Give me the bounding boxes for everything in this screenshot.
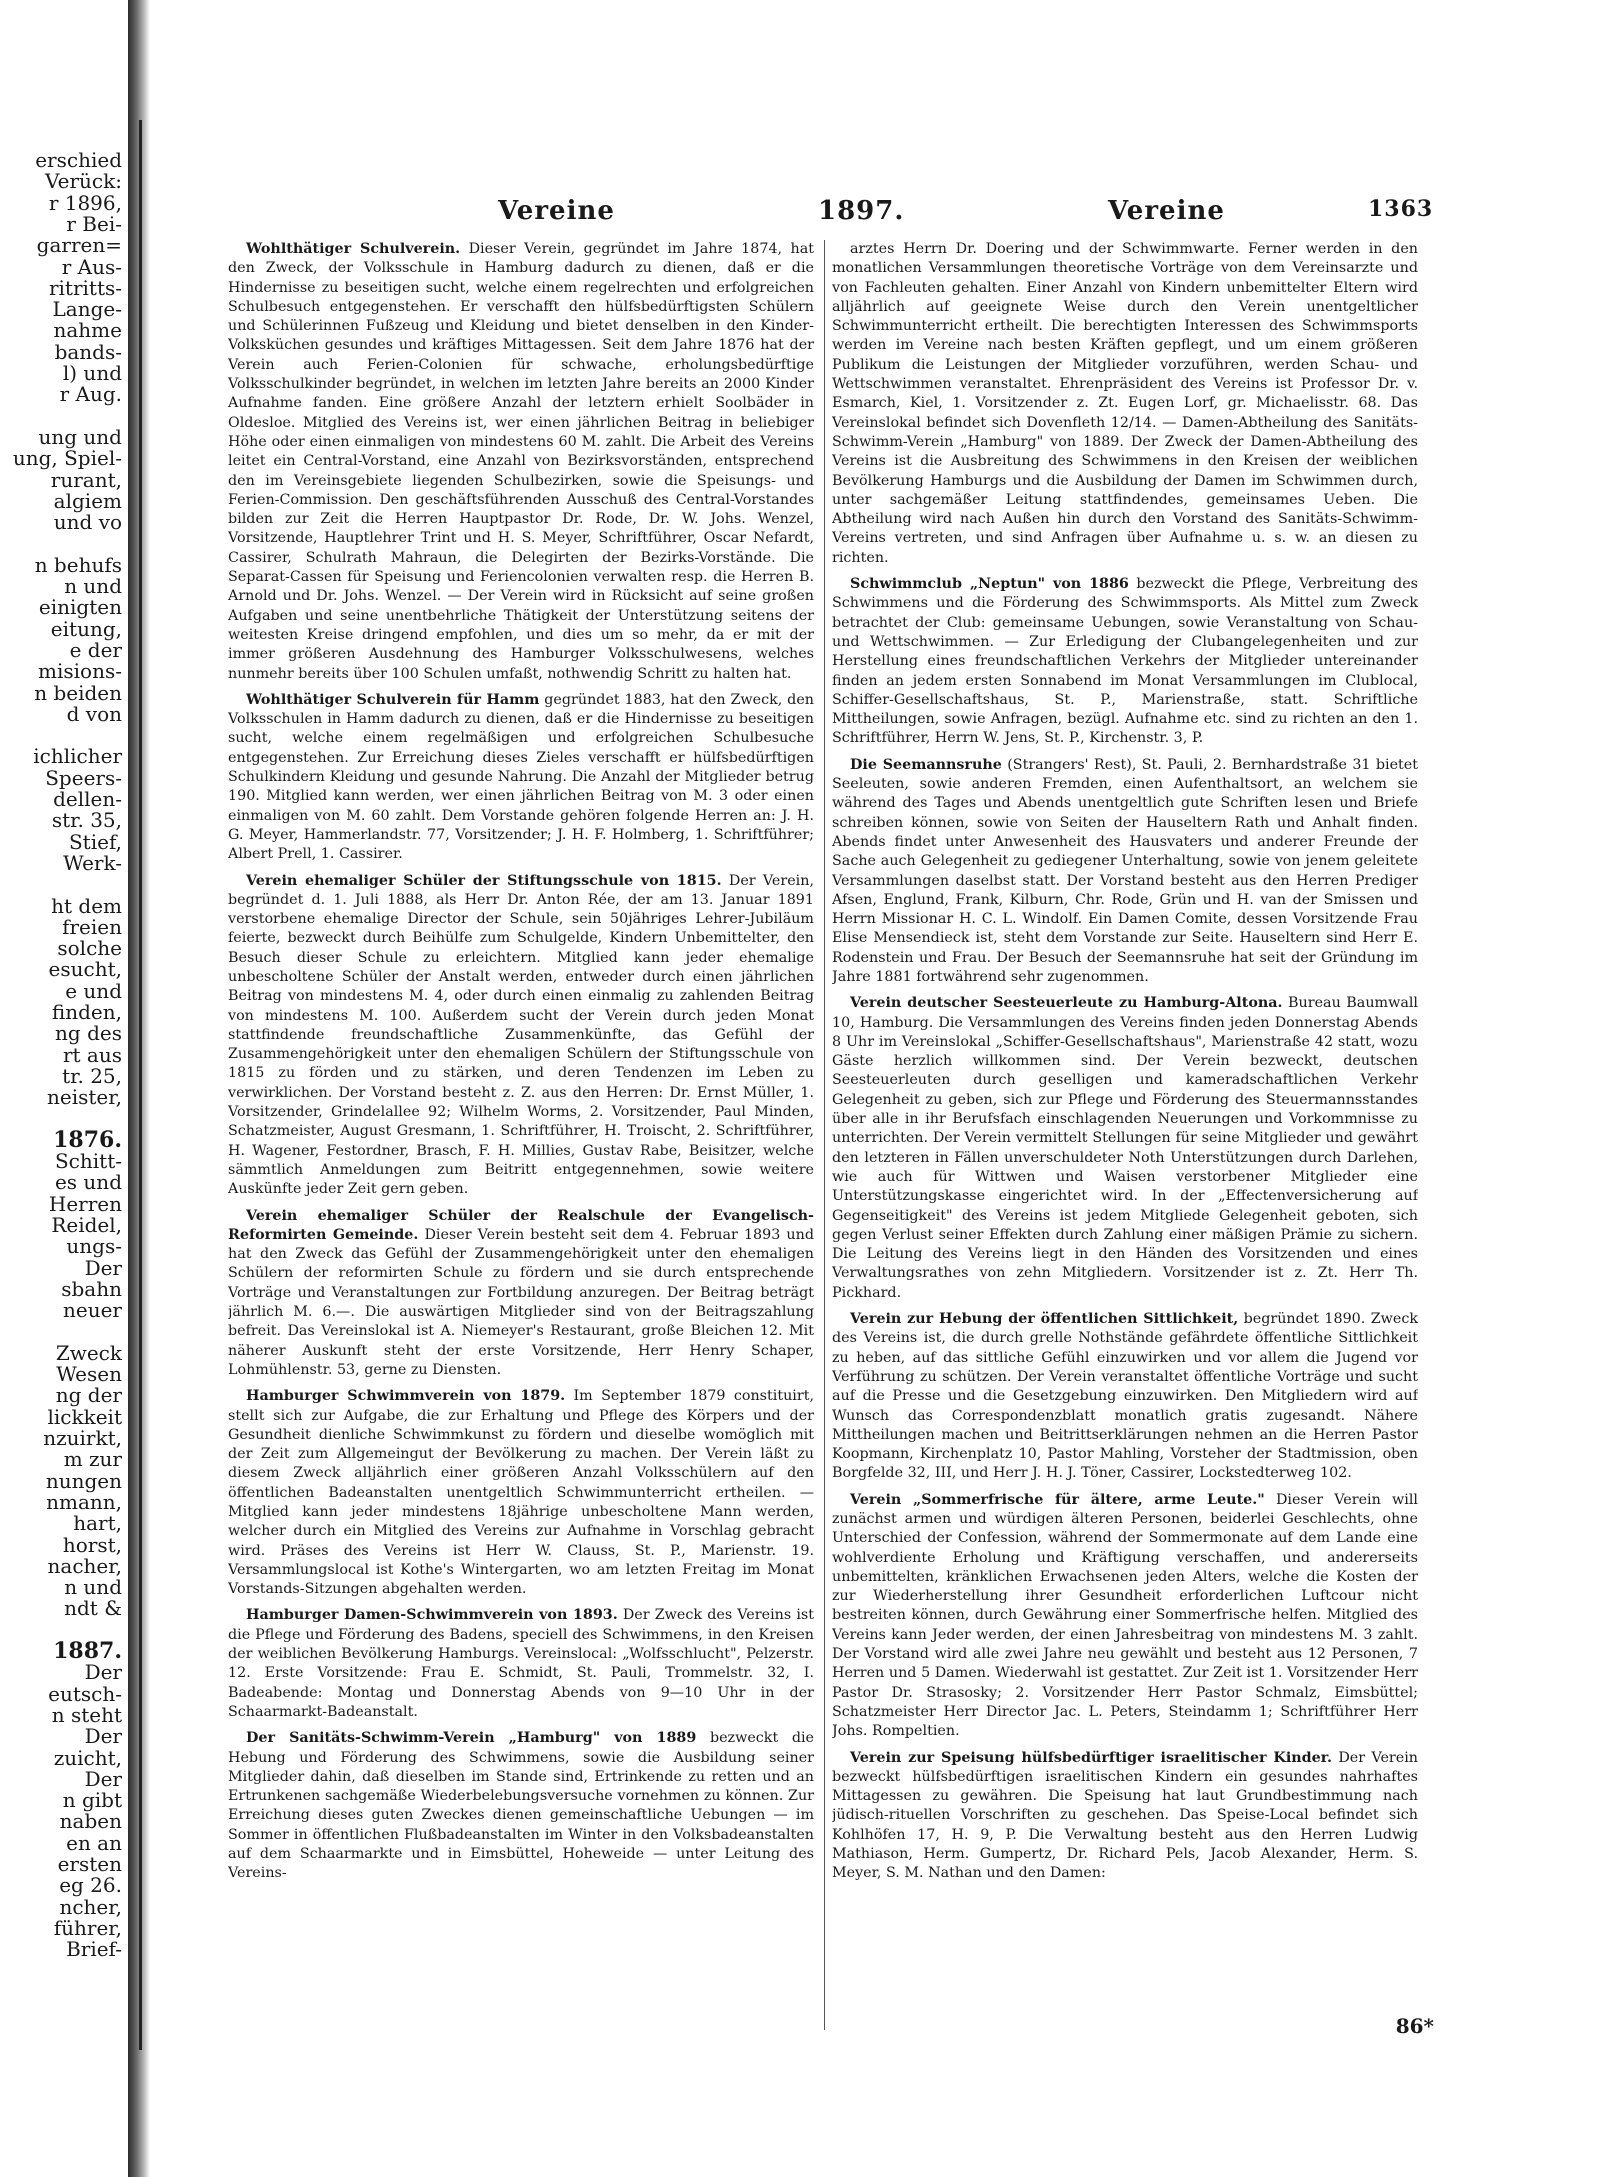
entry-title: Hamburger Damen-Schwimmverein von 1893. bbox=[246, 1607, 618, 1624]
margin-fragment: Der bbox=[84, 1766, 122, 1791]
margin-fragment: ungs- bbox=[66, 1234, 122, 1259]
margin-fragment: Der bbox=[84, 1724, 122, 1749]
association-entry bbox=[832, 575, 1418, 749]
margin-fragment: lickkeit bbox=[47, 1404, 122, 1429]
entry-title: Verein zur Speisung hülfsbedürftiger israelitischer Kinder. bbox=[850, 1749, 1332, 1766]
entry-body: Der Zweck des Vereins ist die Pflege und Förderung des Badens, speciell des Schwimmens, in den Kreisen der weiblichen Bevölkerung Hamburgs. Vereinslocal: „Wolfsschlucht", Pelzerstr. 12. Erste Vorsitzende: Frau E. Schmidt, St. Pauli, Trommelstr. 32, I. Badeabende: Montag und Donnerstag Abends von 9—10 Uhr in der Schaarmarkt-Badeanstalt. bbox=[228, 1607, 814, 1720]
margin-fragment: e der bbox=[69, 637, 122, 662]
entry-body: bezweckt die Hebung und Förderung des Schwimmens, sowie die Ausbildung seiner Mitglieder dahin, daß dieselben im Stande sind, Ertrinkende zu retten und an Ertrunkenen sachgemäße Wiederbelebungsversuche vornehmen zu können. Zur Erreichung dieses guten Zweckes dienen gemeinschaftliche Uebungen — im Sommer in öffentlichen Flußbadeanstalten im Winter in den Volksbadeanstalten auf dem Schaarmarkte und in Eimsbüttel, Hoheweide — unter Leitung des Vereins- bbox=[228, 1730, 814, 1882]
margin-fragment: Schitt- bbox=[54, 1149, 122, 1174]
entry-body: (Strangers' Rest), St. Pauli, 2. Bernhardstraße 31 bietet Seeleuten, sowie anderen Fremden, einen Aufenthaltsort, an welchem sie während des Tages und Abends unentgeltlich gute Schriften lesen und Briefe schreiben können, sowie von Seiten der Hauseltern Rath und Anhalt finden. Abends findet unter Anwesenheit des Hausvaters und anderer Freunde der Sache auch Gelegenheit zu gediegener Unterhaltung, sowie von jenem geleitete Versammlungen daselbst statt. Der Vorstand besteht aus den Herren Prediger Afsen, Englund, Frank, Kilburn, Chr. Rode, Grün und H. van der Smissen und Herrn Missionar H. C. L. Windolf. Ein Damen Comite, dessen Vorsitzende Frau Elise Mensendieck ist, steht dem Vorstande zur Seite. Hauseltern sind Herr E. Rodenstein und Frau. Der Besuch der Seemannsruhe hat seit der Gründung im Jahre 1881 fortwährend sehr zugenommen. bbox=[832, 756, 1418, 985]
association-entry bbox=[228, 1606, 814, 1722]
margin-fragment: nzuirkt, bbox=[43, 1426, 122, 1450]
entry-body: Der Verein bezweckt hülfsbedürftigen israelitischen Kindern ein gesundes nahrhaftes Mittagessen zu gewähren. Die Speisung hat laut Grundbestimmung nach jüdisch-rituellen Vorschriften zu geschehen. Das Speise-Local befindet sich Kohlhöfen 17, H. 9, P. Die Verwaltung besteht aus den Herren Ludwig Mathiason, Herm. Gumpertz, Dr. Richard Pels, Jacob Alexander, Herm. S. Meyer, S. M. Nathan und den Damen: bbox=[832, 1749, 1418, 1882]
header-right-title: Vereine bbox=[1108, 196, 1225, 226]
entry-body: Bureau Baumwall 10, Hamburg. Die Versammlungen des Vereins finden jeden Donnerstag Abends 8 Uhr im Vereinslokal „Schiffer-Gesellschaftshaus", Marienstraße 42 statt, wozu Gäste herzlich willkommen sind. Der Verein bezweckt, deutschen Seesteuerleuten durch geselligen und kameradschaftlichen Verkehr Gelegenheit zu geben, sich zur Pflege und Förderung des Steuermannsstandes über alle in ihr Berufsfach einschlagenden Neuerungen und Vorkommnisse zu unterrichten. Der Verein vermittelt Stellungen für seine Mitglieder und gewährt den letzteren in Fällen unverschuldeter Noth Unterstützungen durch Darlehen, wie auch für Wittwen und Waisen verstorbener Mitglieder eine Unterstützungskasse eingerichtet wird. In der „Effectenversicherung auf Gegenseitigkeit" des Vereins ist jedem Mitgliede Gelegenheit geboten, sich gegen Verlust seiner Effekten durch Zahlung einer mäßigen Prämie zu sichern. Die Leitung des Vereins liegt in den Händen des Vorsitzenden und eines Verwaltungsrathes von zehn Mitgliedern. Vorsitzender ist z. Zt. Herr Th. Pickhard. bbox=[832, 995, 1418, 1301]
running-header bbox=[228, 196, 1444, 230]
association-entry bbox=[228, 872, 814, 1200]
margin-fragment: erschied bbox=[35, 150, 122, 172]
page-number: 1363 bbox=[1368, 196, 1434, 222]
margin-fragment: naben bbox=[59, 1809, 122, 1834]
margin-fragment: Herren bbox=[48, 1191, 122, 1216]
entry-title: Wohlthätiger Schulverein. bbox=[246, 241, 461, 257]
margin-fragment: algiem bbox=[53, 488, 122, 513]
margin-fragment: esucht, bbox=[48, 957, 122, 982]
margin-fragment: Speers- bbox=[45, 765, 122, 790]
margin-fragment: ung und bbox=[38, 424, 122, 449]
margin-fragment: Verück: bbox=[45, 169, 122, 194]
margin-fragment: ng der bbox=[55, 1383, 122, 1408]
entry-title: Verein ehemaliger Schüler der Stiftungsschule von 1815. bbox=[246, 872, 722, 889]
margin-fragment: einigten bbox=[38, 595, 122, 620]
margin-fragment: nmann, bbox=[46, 1489, 122, 1514]
entry-body: Der Verein, begründet d. 1. Juli 1888, als Herr Dr. Anton Rée, der am 13. Januar 1891 verstorbene ehemalige Director der Schule, sein 50jähriges Lehrer-Jubiläum feierte, bezweckt durch Beihülfe zum Schulgelde, Kindern Unbemittelter, den Besuch dieser Schule zu erleichtern. Mitglied kann jeder ehemalige unbescholtene Schüler der Anstalt werden, entweder durch einen jährlichen Beitrag von mindestens M. 4, oder durch einen einmalig zu zahlenden Beitrag von mindestens M. 100. Außerdem sucht der Verein durch jeden Monat stattfindende freundschaftliche Zusammenkünfte, das Gefühl der Zusammengehörigkeit unter den ehemaligen Schülern der Stiftungsschule von 1815 zu förden und zu stärken, und deren Tendenzen im Leben zu verwirklichen. Der Vorstand besteht z. Z. aus den Herren: Dr. Ernst Müller, 1. Vorsitzender, Grindelallee 92; Wilhelm Worms, 2. Vorsitzender, Paul Minden, Schatzmeister, August Gresmann, 1. Schriftführer, H. Troischt, 2. Schriftführer, H. Wagener, Festordner, Brasch, F. H. Millies, Gustav Rabe, Beisitzer, welche sämmtlich Anmeldungen zum Beitritt entgegennehmen, sowie weitere Auskünfte jeder Zeit gern geben. bbox=[228, 872, 814, 1198]
header-left-title: Vereine bbox=[498, 196, 615, 226]
margin-fragment: führer, bbox=[53, 1915, 122, 1940]
margin-fragment: Stief, bbox=[68, 829, 122, 854]
margin-fragment: Lange- bbox=[52, 297, 122, 322]
margin-fragment: eg 26. bbox=[59, 1873, 122, 1898]
margin-fragment: n beiden bbox=[34, 680, 122, 705]
entry-title: Schwimmclub „Neptun" von 1886 bbox=[850, 576, 1129, 593]
margin-fragment: n und bbox=[64, 1575, 122, 1600]
margin-fragment: ersten bbox=[57, 1852, 122, 1876]
margin-fragment: eutsch- bbox=[48, 1681, 122, 1706]
margin-fragment: 1887. bbox=[53, 1638, 122, 1664]
header-year: 1897. bbox=[818, 196, 905, 226]
margin-fragment: hart, bbox=[73, 1511, 122, 1536]
margin-fragment: tr. 25, bbox=[62, 1063, 122, 1088]
entry-title: Verein zur Hebung der öffentlichen Sittlichkeit, bbox=[850, 1311, 1239, 1328]
margin-fragment: l) und bbox=[62, 361, 122, 385]
margin-fragment: neuer bbox=[63, 1298, 122, 1323]
left-column bbox=[228, 240, 814, 2030]
association-entry bbox=[832, 756, 1418, 988]
association-entry bbox=[832, 1491, 1418, 1742]
margin-fragment: n behufs bbox=[34, 552, 122, 577]
margin-fragment: Wesen bbox=[56, 1362, 122, 1387]
entry-body: Im September 1879 constituirt, stellt sich zur Aufgabe, die zur Erhaltung und Pflege des Körpers und der Gesundheit dienliche Schwimmkunst zu fördern und dieselbe womöglich mit der Zeit zum Allgemeingut der Bevölkerung zu machen. Der Verein läßt zu diesem Zweck alljährlich einer größeren Anzahl Volksschülern auf den öffentlichen Badeanstalten unentgeltlich Schwimmunterricht ertheilen. — Mitglied kann jeder mindestens 18jährige unbescholtene Mann werden, welcher durch ein Mitglied des Vereins zur Aufnahme in Vorschlag gebracht wird. Präses des Vereins ist Herr W. Clauss, St. P., Marienstr. 19. Versammlungslocal ist Kothe's Wintergarten, wo am letzten Freitag im Monat Vorstands-Sitzungen abgehalten werden. bbox=[228, 1388, 814, 1598]
margin-fragment: ncher, bbox=[59, 1894, 122, 1919]
margin-fragment: horst, bbox=[62, 1532, 122, 1557]
entry-body: bezweckt die Pflege, Verbreitung des Schwimmens und die Förderung des Schwimmsports. Als Mittel zum Zweck betrachtet der Club: gemeinsame Uebungen, sowie Veranstaltung von Schau- und Wettschwimmen. — Zur Erledigung der Clubangelegenheiten und zur Herstellung eines freundschaftlichen Verkehrs der Mitglieder untereinander finden an jedem ersten Sonnabend im Monat Versammlungen im Clublocal, Schiffer-Gesellschaftshaus, St. P., Marienstraße, statt. Schriftliche Mittheilungen, sowie Anfragen, bezügl. Aufnahme etc. sind zu richten an den 1. Schriftführer, Herrn W. Jens, St. P., Kirchenstr. 3, P. bbox=[832, 576, 1418, 747]
margin-fragment: und vo bbox=[53, 510, 122, 535]
margin-fragment: m zur bbox=[63, 1447, 122, 1472]
entry-body: arztes Herrn Dr. Doering und der Schwimmwarte. Ferner werden in den monatlichen Versammlungen theoretische Vorträge von dem Vereinsarzte und von Fachleuten gehalten. Einer Anzahl von Kindern unbemittelter Eltern wird alljährlich auf geeignete Weise durch den Verein unentgeltlicher Schwimmunterricht ertheilt. Die berechtigten Interessen des Schwimmsports werden im Vereine nach besten Kräften gepflegt, und um einem größeren Publikum die Leistungen der Mitglieder vorzuführen, werden Schau- und Wettschwimmen veranstaltet. Ehrenpräsident des Vereins ist Professor Dr. v. Esmarch, Kiel, 1. Vorsitzender z. Zt. Eugen Lorf, gr. Michaelisstr. 68. Das Vereinslokal befindet sich Dovenfleth 12/14. — Damen-Abtheilung des Sanitäts-Schwimm-Verein „Hamburg" von 1889. Der Zweck der Damen-Abtheilung des Vereins ist die Ausbreitung des Schwimmens in den Kreisen der weiblichen Bevölkerung Hamburgs und die Ausbildung der Damen im Schwimmen durch, unter sachgemäßer Leitung stattfindendes, gemeinsames Ueben. Die Abtheilung wird nach Außen hin durch den Vorstand des Sanitäts-Schwimm-Vereins vertreten, und sind Anfragen über Aufnahme u. s. w. an diesen zu richten. bbox=[832, 241, 1418, 566]
fold-line bbox=[139, 120, 142, 2050]
entry-title: Hamburger Schwimmverein von 1879. bbox=[246, 1388, 566, 1405]
association-entry bbox=[228, 691, 814, 865]
margin-fragment: n steht bbox=[51, 1702, 122, 1727]
margin-fragment: es und bbox=[54, 1170, 122, 1195]
entry-body: Dieser Verein will zunächst armen und würdigen älteren Personen, beiderlei Geschlechts, ohne Unterschied der Confession, während der Sommermonate auf dem Lande eine wohlverdiente Erholung und Kräftigung verschaffen, und andererseits unbemittelten, kränklichen Erwachsenen jeden Alters, welche die Kosten der zur Wiederherstellung ihrer Gesundheit erforderlichen Luftcour nicht bestreiten können, durch Gewährung einer Sommerfrische helfen. Mitglied des Vereins kann Jeder werden, der einen Jahresbeitrag von mindestens M. 3 zahlt. Der Vorstand wird alle zwei Jahre neu gewählt und besteht aus 12 Personen, 7 Herren und 5 Damen. Wiederwahl ist gestattet. Zur Zeit ist 1. Vorsitzender Herr Pastor Dr. Strasosky; 2. Vorsitzender Herr Pastor Schmalz, Eimsbüttel; Schatzmeister Herr Director Jac. L. Peters, Steindamm 1; Schriftführer Herr Johs. Rompeltien. bbox=[832, 1491, 1418, 1740]
margin-fragment: r 1896, bbox=[48, 190, 122, 215]
association-entry bbox=[832, 994, 1418, 1303]
entry-title: Verein ehemaliger Schüler der Realschule der Evangelisch-Reformirten Gemeinde. bbox=[228, 1207, 814, 1243]
margin-fragment: nungen bbox=[45, 1468, 122, 1493]
entry-body: Dieser Verein, gegründet im Jahre 1874, hat den Zweck, der Volksschule in Hamburg dadurch zu dienen, daß er die Hindernisse zu beseitigen sucht, welche einem regelrechten und erfolgreichen Schulbesuch entgegenstehen. Er verschafft den hülfsbedürftigsten Schülern und Schülerinnen Fußzeug und Kleidung und bietet denselben in den Kinder-Volksküchen gesundes und kräftiges Mittagessen. Seit dem Jahre 1876 hat der Verein auch Ferien-Colonien für schwache, erholungsbedürftige Volksschulkinder begründet, in welchen im letzten Jahre bereits an 2000 Kinder Aufnahme fanden. Eine größere Anzahl der letztern erhielt Soolbäder in Oldesloe. Mitglied des Vereins ist, wer einen jährlichen Beitrag in beliebiger Höhe oder einen einmaligen von mindestens 60 M. zahlt. Die Arbeit des Vereins leitet ein Central-Vorstand, eine Anzahl von Bezirksvorständen, entsprechend den im Vereinsgebiete liegenden Schulbezirken, sowie die Speisungs- und Ferien-Commission. Den geschäftsführenden Ausschuß des Central-Vorstandes bilden zur Zeit die Herren Hauptpastor Dr. Rode, Dr. W. Johs. Wenzel, Vorsitzende, Hauptlehrer Trint und H. S. Meyer, Schriftführer, Oscar Nefardt, Cassirer, Schulrath Mahraun, die Delegirten der Bezirks-Vorstände. Die Separat-Cassen für Speisung und Feriencolonien verwalten resp. die Herren B. Arnold und Dr. Johs. Wenzel. — Der Verein wird in Rücksicht auf seine großen Aufgaben und seine unentbehrliche Thätigkeit der Unterstützung seitens der weitesten Kreise dringend empfohlen, und dies um so mehr, da er mit der immer größeren Ausdehnung des Hamburger Volksschulwesens, welches nunmehr bereits über 100 Schulen umfaßt, nothwendig Schritt zu halten hat. bbox=[228, 241, 814, 682]
margin-fragment: nahme bbox=[53, 318, 122, 343]
entry-title: Verein „Sommerfrische für ältere, arme Leute." bbox=[850, 1491, 1265, 1508]
association-entry bbox=[228, 240, 814, 684]
margin-fragment: r Aug. bbox=[59, 382, 122, 407]
left-page-fragment bbox=[0, 150, 128, 2110]
margin-fragment: ung, Spiel- bbox=[12, 446, 122, 471]
margin-fragment: ht dem bbox=[51, 893, 122, 918]
margin-fragment: Brief- bbox=[66, 1937, 122, 1962]
margin-fragment: nacher, bbox=[47, 1553, 122, 1578]
margin-fragment: ritritts- bbox=[48, 275, 122, 300]
margin-fragment: ndt & bbox=[64, 1596, 122, 1621]
entry-body: Dieser Verein besteht seit dem 4. Februar 1893 und hat den Zweck das Gefühl der Zusammengehörigkeit unter den ehemaligen Schülern der reformirten Schule zu fördern und sie durch entsprechende Vorträge und Veranstaltungen zur Fortbildung anzuregen. Der Beitrag beträgt jährlich M. 6.—. Die auswärtigen Mitglieder sind von der Beitragszahlung befreit. Das Vereinslokal ist A. Niemeyer's Restaurant, große Bleichen 12. Mit näherer Auskunft steht der erste Vorsitzende, Herr Henry Schaper, Lohmühlenstr. 53, gerne zu Diensten. bbox=[228, 1226, 814, 1378]
margin-fragment: sbahn bbox=[61, 1276, 122, 1301]
entry-body: gegründet 1883, hat den Zweck, den Volksschulen in Hamm dadurch zu dienen, daß er die Hindernisse zu beseitigen sucht, welche einem regelmäßigen und erfolgreichen Schulbesuche entgegenstehen. Zur Erreichung dieses Zieles verschafft er hülfsbedürftigen Schulkindern Kleidung und gesunde Nahrung. Die Anzahl der Mitglieder betrug 190. Mitglied kann werden, wer einen jährlichen Beitrag von M. 3 oder einen einmaligen von M. 60 zahlt. Dem Vorstande gehören folgende Herren an: J. H. G. Meyer, Hammerlandstr. 77, Vorsitzender; J. H. F. Holmberg, 1. Schriftführer; Albert Prell, 1. Cassirer. bbox=[228, 691, 814, 863]
association-entry bbox=[832, 1749, 1418, 1884]
right-column bbox=[832, 240, 1418, 2030]
margin-fragment: d von bbox=[66, 701, 122, 726]
page bbox=[228, 196, 1444, 2036]
entry-title: Wohlthätiger Schulverein für Hamm bbox=[246, 691, 540, 708]
margin-fragment: n und bbox=[64, 574, 122, 598]
margin-fragment: freien bbox=[62, 914, 122, 939]
margin-fragment: Werk- bbox=[63, 850, 122, 875]
margin-fragment: zuicht, bbox=[53, 1745, 122, 1770]
margin-fragment: Der bbox=[84, 1660, 122, 1685]
entry-title: Der Sanitäts-Schwimm-Verein „Hamburg" von 1889 bbox=[246, 1730, 697, 1747]
margin-fragment: solche bbox=[57, 936, 122, 961]
margin-fragment: e und bbox=[65, 978, 122, 1003]
association-entry bbox=[228, 1207, 814, 1381]
margin-fragment: rurant, bbox=[50, 467, 122, 492]
margin-fragment: n gibt bbox=[62, 1788, 122, 1813]
margin-fragment: Der bbox=[84, 1255, 122, 1280]
margin-fragment: bands- bbox=[54, 339, 122, 364]
margin-fragment: Zweck bbox=[55, 1340, 122, 1365]
entry-title: Verein deutscher Seesteuerleute zu Hamburg-Altona. bbox=[850, 995, 1283, 1012]
entry-body: begründet 1890. Zweck des Vereins ist, die durch grelle Nothstände gefährdete öffentliche Sittlichkeit zu heben, auf das sittliche Gefühl einzuwirken und vor allem die Jugend vor Verführung zu schützen. Der Verein veranstaltet öffentliche Vorträge und sucht auf die Presse und die Gesetzgebung einzuwirken. Den Mitgliedern wird auf Wunsch das Correspondenzblatt monatlich gratis zugesandt. Nähere Mittheilungen machen und Beitrittserklärungen nehmen an die Herren Pastor Koopmann, Kirchenplatz 10, Pastor Mahling, Vorsteher der Stadtmission, oben Borgfelde 32, III, und Herr J. H. J. Töner, Cassirer, Lockstedterweg 102. bbox=[832, 1311, 1418, 1482]
margin-fragment: r Bei- bbox=[66, 211, 122, 236]
association-entry bbox=[832, 1310, 1418, 1484]
entry-title: Die Seemannsruhe bbox=[850, 756, 1002, 773]
margin-fragment: ichlicher bbox=[33, 744, 122, 769]
margin-fragment: neister, bbox=[47, 1085, 122, 1110]
margin-fragment: eitung, bbox=[50, 616, 122, 641]
margin-fragment: misions- bbox=[38, 659, 122, 684]
margin-fragment: rt aus bbox=[62, 1042, 122, 1067]
margin-fragment: r Aus- bbox=[61, 254, 122, 279]
column-divider bbox=[824, 240, 825, 2030]
margin-fragment: ng des bbox=[55, 1021, 122, 1046]
association-entry bbox=[228, 1387, 814, 1599]
margin-fragment: dellen- bbox=[53, 787, 122, 811]
margin-fragment: finden, bbox=[51, 1000, 122, 1024]
margin-fragment: en an bbox=[66, 1830, 122, 1855]
association-entry bbox=[228, 1729, 814, 1883]
association-entry bbox=[832, 240, 1418, 568]
signature-mark: 86* bbox=[1395, 2014, 1434, 2038]
margin-fragment: Reidel, bbox=[51, 1213, 122, 1237]
margin-fragment: str. 35, bbox=[51, 808, 122, 833]
margin-fragment: garren= bbox=[36, 233, 122, 258]
margin-fragment: 1876. bbox=[53, 1126, 122, 1153]
